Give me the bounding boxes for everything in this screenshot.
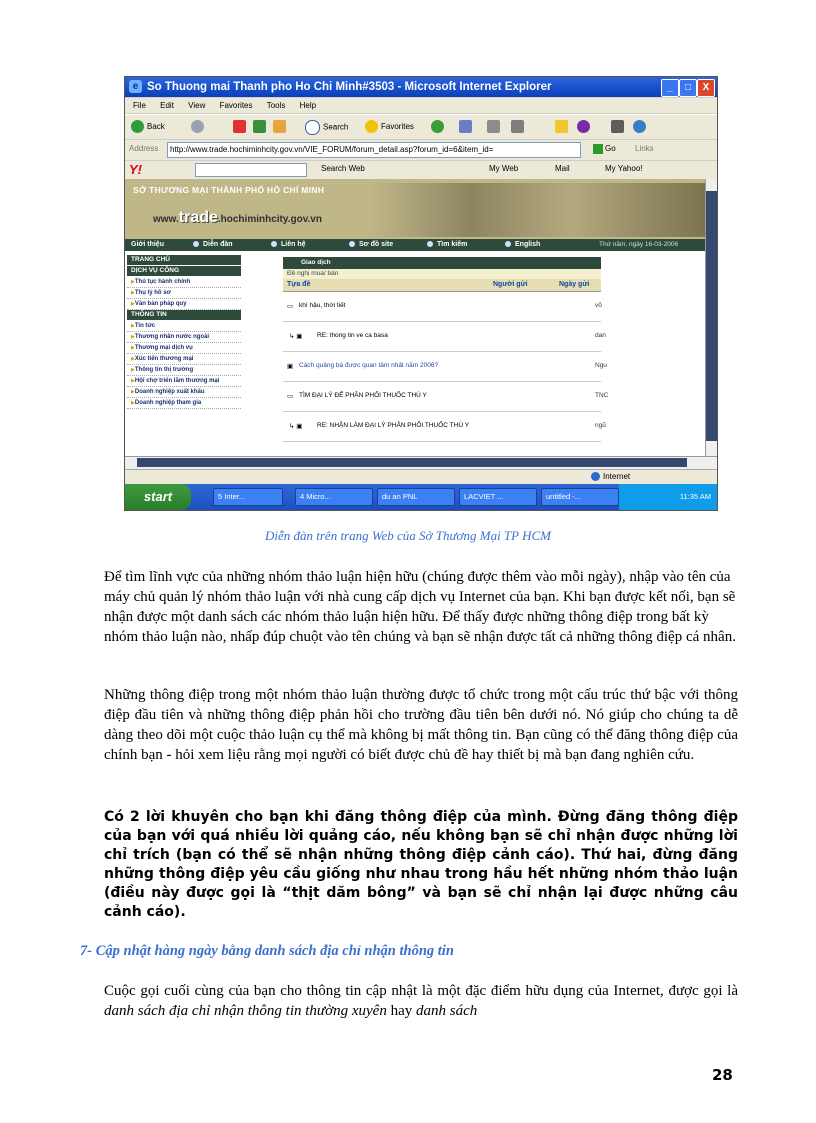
- site-nav: [125, 239, 705, 251]
- left-menu-item[interactable]: ▶ Hội chợ triển lãm thương mại: [127, 376, 241, 387]
- banner-url-prefix: www.: [153, 214, 179, 225]
- home-button[interactable]: [273, 120, 289, 134]
- web-page-viewport: [125, 179, 705, 456]
- start-button[interactable]: start: [125, 484, 191, 510]
- search-icon: [305, 120, 320, 135]
- messenger-icon: [577, 120, 590, 133]
- window-titlebar: [125, 77, 717, 97]
- yahoo-logo[interactable]: Y!: [129, 162, 142, 177]
- favorites-button[interactable]: [365, 120, 414, 134]
- nav-bullet-icon: [349, 241, 355, 247]
- menu-edit[interactable]: Edit: [160, 101, 174, 110]
- go-button[interactable]: [593, 144, 616, 154]
- forward-arrow-icon: [191, 120, 204, 133]
- site-banner: [125, 179, 705, 239]
- banner-url-main: trade: [178, 209, 218, 226]
- nav-label: Giới thiệu: [131, 241, 164, 248]
- search-label: Search: [323, 122, 349, 132]
- address-label: Address: [129, 144, 159, 153]
- links-button[interactable]: Links: [635, 144, 654, 153]
- forum-row[interactable]: [283, 322, 606, 352]
- window-title: So Thuong mai Thanh pho Ho Chi Minh#3503 - Microsoft Internet Explorer: [147, 81, 552, 93]
- back-label: Back: [147, 122, 165, 131]
- print-icon: [487, 120, 500, 133]
- vertical-scrollbar[interactable]: [705, 179, 718, 456]
- globe-icon: [591, 472, 600, 481]
- left-menu-item[interactable]: ▶ Thương nhân nước ngoài: [127, 332, 241, 343]
- forum-row[interactable]: [283, 352, 607, 382]
- forum-header: Giao dịch: [283, 257, 601, 269]
- paragraph: [104, 981, 738, 1021]
- banner-url-suffix: .hochiminhcity.gov.vn: [217, 214, 322, 225]
- horizontal-scrollbar[interactable]: [125, 456, 717, 469]
- section-heading: 7- Cập nhật hàng ngày bằng danh sách địa chỉ nhận thông tin: [80, 943, 454, 959]
- favorites-label: Favorites: [381, 122, 414, 131]
- clock: 11:35 AM: [679, 492, 711, 501]
- banner-url: [153, 209, 322, 227]
- paragraph: [104, 685, 738, 765]
- left-menu-item[interactable]: ▶ Doanh nghiệp tham gia: [127, 398, 241, 409]
- nav-bullet-icon: [271, 241, 277, 247]
- banner-photo: [370, 183, 705, 237]
- reply-arrow-icon: ↳ ▣: [289, 423, 303, 430]
- tools-button[interactable]: [611, 120, 627, 134]
- refresh-button[interactable]: [253, 120, 269, 134]
- nav-gioi-thieu[interactable]: [131, 239, 164, 251]
- scrollbar-thumb[interactable]: [137, 458, 687, 467]
- system-tray: [619, 484, 717, 510]
- forum-row[interactable]: [283, 292, 601, 322]
- italic-term: danh sách: [416, 1003, 478, 1019]
- taskbar-item[interactable]: 5 Inter...: [213, 488, 283, 506]
- nav-label: English: [515, 241, 541, 248]
- nav-bullet-icon: [193, 241, 199, 247]
- zone-label: Internet: [603, 472, 631, 481]
- folder-icon: ▭: [287, 303, 294, 310]
- left-menu-item[interactable]: ▶ Thụ lý hồ sơ: [127, 288, 241, 299]
- maximize-button[interactable]: □: [679, 79, 697, 97]
- ie-logo-icon: e: [129, 80, 142, 93]
- left-menu-item[interactable]: ▶ Thông tin thị trường: [127, 365, 241, 376]
- nav-label: Sơ đồ site: [359, 241, 394, 248]
- nav-label: Tìm kiếm: [437, 241, 468, 248]
- address-bar: [125, 139, 717, 160]
- reply-arrow-icon: ↳ ▣: [289, 333, 303, 340]
- nav-english[interactable]: [505, 239, 540, 251]
- history-button[interactable]: [431, 120, 447, 134]
- history-icon: [431, 120, 444, 133]
- paragraph: [104, 567, 738, 647]
- forum-row-title[interactable]: RE: thong tin ve ca basa: [317, 332, 388, 339]
- paragraph-text-part: Cuộc gọi cuối cùng của bạn cho thông tin cập nhật là một đặc điểm hữu dụng của Internet, được gọi là: [104, 983, 738, 999]
- left-menu-heading[interactable]: TRANG CHỦ: [127, 255, 241, 265]
- forum-row[interactable]: [283, 412, 606, 442]
- yahoo-search-button[interactable]: Search Web: [321, 164, 365, 173]
- forum-row[interactable]: [283, 382, 609, 412]
- taskbar-item[interactable]: untitled -...: [541, 488, 619, 506]
- yahoo-mail[interactable]: Mail: [555, 164, 570, 173]
- menu-bar: [125, 98, 717, 113]
- go-label: Go: [605, 144, 616, 154]
- back-arrow-icon: [131, 120, 144, 133]
- nav-bullet-icon: [427, 241, 433, 247]
- site-date: Thứ năm, ngày 16-03-2006: [599, 241, 679, 248]
- taskbar-item[interactable]: 4 Micro...: [295, 488, 373, 506]
- forum-panel: [283, 257, 609, 456]
- edit-button[interactable]: [511, 120, 527, 134]
- edit-icon: [511, 120, 524, 133]
- scrollbar-thumb[interactable]: [706, 191, 717, 441]
- page-number: 28: [712, 1066, 733, 1084]
- forum-row-poster: dan: [595, 332, 606, 339]
- browser-toolbar: [125, 114, 717, 139]
- nav-bullet-icon: [505, 241, 511, 247]
- folder-icon: ▭: [287, 393, 294, 400]
- internet-zone: [591, 470, 630, 484]
- bold-paragraph: [104, 808, 738, 922]
- forum-column-headers: [283, 279, 601, 292]
- left-menu: [127, 255, 241, 454]
- back-button[interactable]: [131, 120, 165, 134]
- yahoo-my-yahoo[interactable]: My Yahoo!: [605, 164, 643, 173]
- mail-icon: [459, 120, 472, 133]
- folder-button[interactable]: [555, 120, 571, 134]
- column-topic: Tựa đề: [287, 281, 311, 288]
- left-menu-item[interactable]: ▶ Thương mại dịch vụ: [127, 343, 241, 354]
- nav-dien-dan[interactable]: [193, 239, 233, 251]
- italic-term: danh sách địa chỉ nhận thông tin thường xuyên: [104, 1003, 387, 1019]
- forum-row-poster: TNC: [595, 392, 609, 399]
- mail-button[interactable]: [459, 120, 475, 134]
- menu-favorites[interactable]: Favorites: [219, 101, 253, 110]
- left-menu-item[interactable]: ▶ Tin tức: [127, 321, 241, 332]
- close-button[interactable]: X: [697, 79, 715, 97]
- users-button[interactable]: [633, 120, 649, 134]
- minimize-button[interactable]: _: [661, 79, 679, 97]
- forum-row-title[interactable]: RE: NHẬN LÀM ĐẠI LÝ PHÂN PHỐI THUỐC THÚ Y: [317, 422, 470, 429]
- nav-label: Liên hệ: [281, 241, 306, 248]
- forum-row-poster: võ: [595, 302, 602, 309]
- status-bar: [125, 469, 717, 484]
- forum-row-poster: Ngu: [595, 362, 607, 369]
- tools-icon: [611, 120, 624, 133]
- search-button[interactable]: [305, 120, 348, 134]
- menu-file[interactable]: File: [133, 101, 146, 110]
- message-icon: ▣: [287, 363, 294, 370]
- users-icon: [633, 120, 646, 133]
- refresh-icon: [253, 120, 266, 133]
- nav-tim-kiem[interactable]: [427, 239, 467, 251]
- nav-lien-he[interactable]: [271, 239, 306, 251]
- forum-row-poster: ngũ: [595, 422, 606, 429]
- taskbar-item[interactable]: du an PNL: [377, 488, 455, 506]
- yahoo-my-web[interactable]: My Web: [489, 164, 519, 173]
- banner-title: SỞ THƯƠNG MẠI THÀNH PHỐ HỒ CHÍ MINH: [133, 185, 325, 195]
- forum-subheader: Đề nghị mua/ bán: [283, 269, 601, 279]
- folder-icon: [555, 120, 568, 133]
- address-input[interactable]: http://www.trade.hochiminhcity.gov.vn/VIE_FORUM/forum_detail.asp?forum_id=6&item_id=: [167, 142, 581, 158]
- forum-row-title[interactable]: khí hậu, thời tiết: [299, 302, 346, 309]
- stop-button[interactable]: [233, 120, 249, 134]
- left-menu-item[interactable]: ▶ Văn bản pháp quy: [127, 299, 241, 310]
- menu-tools[interactable]: Tools: [266, 101, 286, 110]
- home-icon: [273, 120, 286, 133]
- figure-caption: Diễn đàn trên trang Web của Sở Thương Mại TP HCM: [264, 528, 552, 543]
- windows-taskbar: [125, 484, 717, 510]
- print-button[interactable]: [487, 120, 503, 134]
- go-arrow-icon: [593, 144, 603, 154]
- menu-view[interactable]: View: [188, 101, 206, 110]
- left-menu-item[interactable]: ▶ Xúc tiến thương mại: [127, 354, 241, 365]
- forward-button[interactable]: [191, 120, 207, 134]
- yahoo-search-input[interactable]: [195, 163, 307, 177]
- left-menu-item[interactable]: ▶ Thủ tục hành chính: [127, 277, 241, 288]
- left-menu-heading: THÔNG TIN: [127, 310, 241, 320]
- yahoo-messenger-button[interactable]: [577, 120, 593, 134]
- forum-row-title[interactable]: Cách quảng bá được quan tâm nhất năm 2006?: [299, 362, 439, 369]
- column-date: Ngày gửi: [559, 281, 590, 288]
- menu-help[interactable]: Help: [299, 101, 317, 110]
- yahoo-toolbar: [125, 160, 717, 179]
- star-icon: [365, 120, 378, 133]
- forum-screenshot: [124, 76, 718, 511]
- paragraph-text: [104, 981, 738, 1021]
- paragraph-text: Có 2 lời khuyên cho bạn khi đăng thông điệp của mình. Đừng đăng thông điệp của bạn với quá nhiều lời quảng cáo, nếu không bạn sẽ chỉ nhận được những lời chỉ trích (bạn có thể sẽ nhận những thông điệp cảnh cáo). Thứ hai, đừng đăng những thông điệp yêu cầu giống như nhau trong hầu hết những nhóm thảo luận (điều này được gọi là “thịt dăm bông” và bạn sẽ chỉ nhận lại được những câu cảnh cáo).: [104, 809, 738, 920]
- forum-row-title[interactable]: TÌM ĐẠI LÝ ĐỂ PHÂN PHỐI THUỐC THÚ Y: [299, 392, 427, 399]
- stop-icon: [233, 120, 246, 133]
- paragraph-text-part: hay: [386, 1003, 416, 1019]
- left-menu-item[interactable]: ▶ Doanh nghiệp xuất khẩu: [127, 387, 241, 398]
- left-menu-heading: DỊCH VỤ CÔNG: [127, 266, 241, 276]
- nav-label: Diễn đàn: [203, 241, 233, 248]
- paragraph-text: Để tìm lĩnh vực của những nhóm thảo luận hiện hữu (chúng được thêm vào mỗi ngày), nhập vào tên của máy chủ quản lý nhóm thảo luận với nhà cung cấp dịch vụ Internet của bạn. Khi bạn được kết nối, bạn sẽ nhận được một danh sách các nhóm thảo luận hiện hữu. Để thấy được những thông điệp trong bất kỳ nhóm thảo luận nào, nhấp đúp chuột vào tên chúng và bạn sẽ nhận được tất cả những thông điệp cá nhân.: [104, 569, 736, 645]
- paragraph-text: Những thông điệp trong một nhóm thảo luận thường được tổ chức trong một cấu trúc thứ bậc với thông điệp đầu tiên và những thông điệp phản hồi cho trường đầu tiên bên dưới nó. Nó giúp cho chúng ta dễ dàng theo dõi một cuộc thảo luận cụ thể mà không bị mất thông tin. Bạn cũng có thể đăng thông điệp của chính bạn - hỏi xem liệu rằng mọi người có biết được chủ đề hay thiết bị mà bạn đang nghiên cứu.: [104, 687, 738, 763]
- nav-so-do-site[interactable]: [349, 239, 393, 251]
- column-poster: Người gửi: [493, 281, 528, 288]
- taskbar-item[interactable]: LACVIET ...: [459, 488, 537, 506]
